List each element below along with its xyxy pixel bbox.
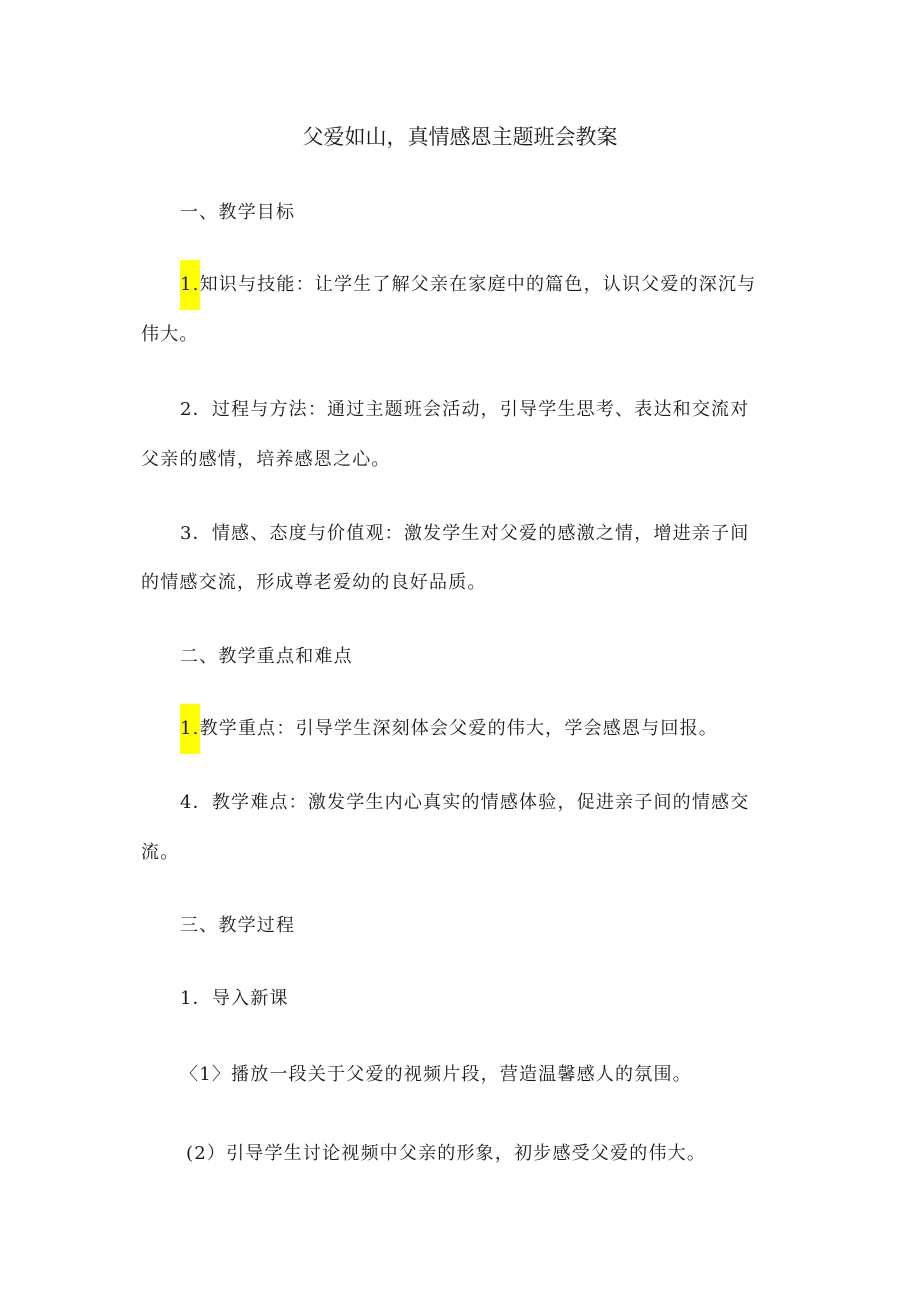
paragraph-difficulty-line1: 4．教学难点：激发学生内心真实的情感体验，促进亲子间的情感交 [180, 792, 750, 813]
section-heading-teaching-process: 三、教学过程 [180, 915, 296, 936]
list-subitem-1: 〈1〉播放一段关于父爱的视频片段，营造温馨感人的氛围。 [180, 1064, 692, 1085]
paragraph-knowledge-skills-line2: 伟大。 [141, 324, 199, 345]
list-item-intro: 1．导入新课 [180, 988, 289, 1009]
paragraph-emotion-values-line1: 3．情感、态度与价值观：激发学生对父爱的感激之情，增进亲子间 [180, 523, 750, 544]
paragraph-knowledge-skills-line1 [180, 272, 756, 298]
paragraph-key-point-line1 [180, 716, 718, 742]
paragraph-difficulty-line2: 流。 [141, 842, 180, 863]
highlighted-item-number: 1. [180, 704, 200, 754]
paragraph-emotion-values-line2: 的情感交流，形成尊老爱幼的良好品质。 [141, 572, 487, 593]
paragraph-text: 知识与技能：让学生了解父亲在家庭中的篇色，认识父爱的深沉与 [199, 274, 757, 295]
highlighted-item-number: 1. [180, 260, 200, 310]
section-heading-objectives: 一、教学目标 [180, 202, 296, 223]
document-title: 父爱如山，真情感恩主题班会教案 [302, 125, 618, 149]
paragraph-text: 教学重点：引导学生深刻体会父爱的伟大，学会感恩与回报。 [199, 718, 718, 739]
paragraph-process-method-line1: 2．过程与方法：通过主题班会活动，引导学生思考、表达和交流对 [180, 399, 750, 420]
section-heading-key-points: 二、教学重点和难点 [180, 646, 353, 667]
paragraph-process-method-line2: 父亲的感情，培养感恩之心。 [141, 449, 391, 470]
list-subitem-2: (2）引导学生讨论视频中父亲的形象，初步感受父爱的伟大。 [186, 1143, 707, 1164]
